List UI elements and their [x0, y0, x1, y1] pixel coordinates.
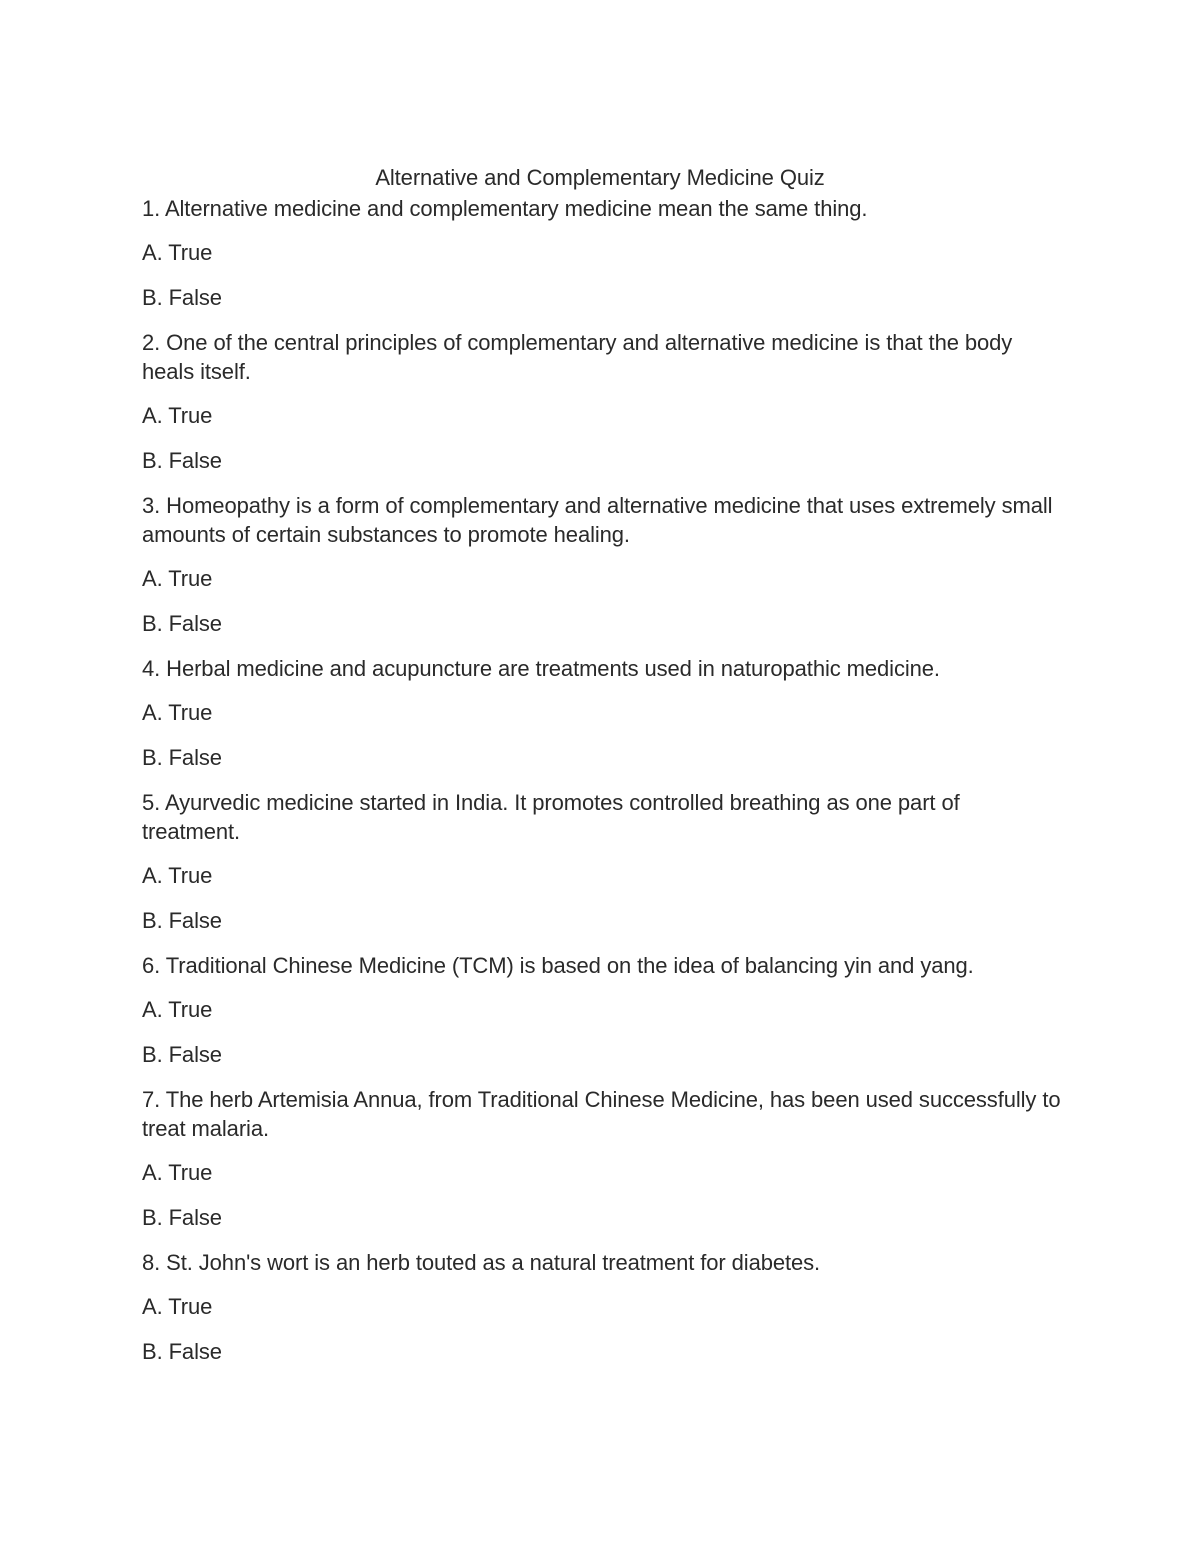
question-block — [142, 194, 1062, 312]
question-block — [142, 491, 1062, 638]
option-true: A. True — [142, 1294, 213, 1319]
question-block — [142, 951, 1062, 1069]
option-true: A. True — [142, 566, 213, 591]
option-false: B. False — [142, 1339, 222, 1364]
option-true: A. True — [142, 240, 213, 265]
question-text: 6. Traditional Chinese Medicine (TCM) is based on the idea of balancing yin and yang. — [142, 953, 974, 978]
option-false: B. False — [142, 908, 222, 933]
option-false: B. False — [142, 611, 222, 636]
question-text: 7. The herb Artemisia Annua, from Traditional Chinese Medicine, has been used successfully to treat malaria. — [142, 1087, 1061, 1141]
question-block — [142, 788, 1062, 935]
question-block — [142, 1085, 1062, 1232]
option-false: B. False — [142, 1205, 222, 1230]
option-true: A. True — [142, 700, 213, 725]
question-text: 8. St. John's wort is an herb touted as a natural treatment for diabetes. — [142, 1250, 821, 1275]
question-text: 4. Herbal medicine and acupuncture are treatments used in naturopathic medicine. — [142, 656, 940, 681]
question-text: 3. Homeopathy is a form of complementary and alternative medicine that uses extremely small amounts of certain substances to promote healing. — [142, 493, 1053, 547]
option-false: B. False — [142, 1042, 222, 1067]
document-body — [142, 162, 1062, 1382]
page-title: Alternative and Complementary Medicine Quiz — [375, 165, 825, 190]
option-true: A. True — [142, 863, 213, 888]
option-false: B. False — [142, 448, 222, 473]
question-text: 1. Alternative medicine and complementary medicine mean the same thing. — [142, 196, 868, 221]
question-block — [142, 654, 1062, 772]
option-true: A. True — [142, 997, 213, 1022]
question-text: 2. One of the central principles of complementary and alternative medicine is that the body heals itself. — [142, 330, 1013, 384]
question-block — [142, 328, 1062, 475]
option-false: B. False — [142, 285, 222, 310]
option-false: B. False — [142, 745, 222, 770]
question-text: 5. Ayurvedic medicine started in India. It promotes controlled breathing as one part of treatment. — [142, 790, 960, 844]
question-block — [142, 1248, 1062, 1366]
option-true: A. True — [142, 1160, 213, 1185]
option-true: A. True — [142, 403, 213, 428]
